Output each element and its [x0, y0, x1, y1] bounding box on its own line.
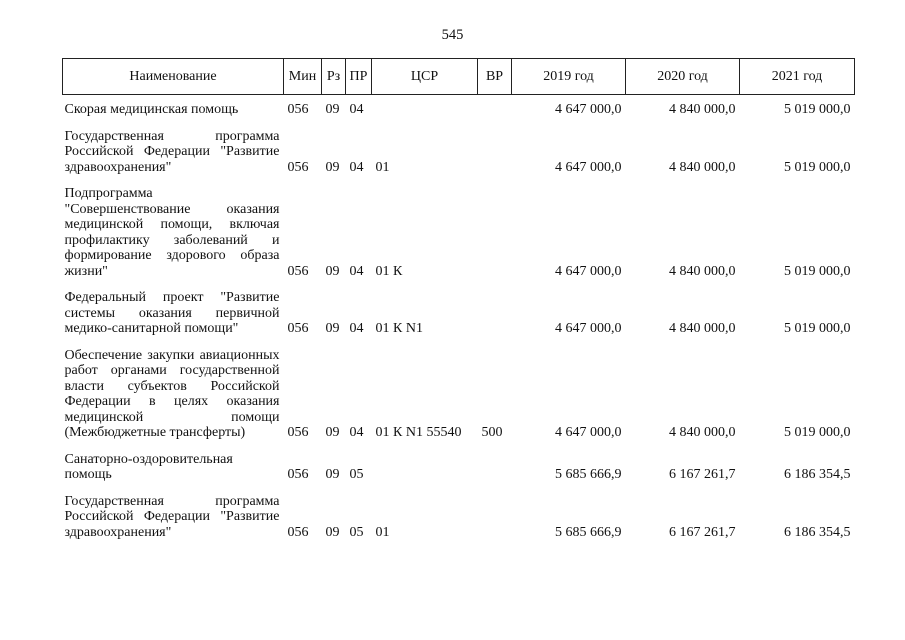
- row-rz: 09: [325, 263, 340, 279]
- row-2019: 5 685 666,9: [555, 467, 622, 482]
- row-vr: 500: [481, 425, 503, 440]
- row-gap: [63, 441, 855, 452]
- budget-table: [62, 58, 855, 540]
- row-2020: 4 840 000,0: [669, 159, 736, 175]
- row-name: Санаторно-оздоровительная помощь: [64, 451, 233, 482]
- row-rz: 09: [325, 321, 340, 336]
- row-pr: 04: [349, 159, 364, 175]
- header-2021: 2021 год: [740, 59, 855, 95]
- row-2020: 6 167 261,7: [669, 467, 736, 482]
- row-csr: 01: [375, 159, 390, 175]
- row-2020: 4 840 000,0: [669, 321, 736, 336]
- row-rz: 09: [325, 102, 340, 117]
- row-vr: [478, 129, 512, 176]
- row-vr: [478, 452, 512, 483]
- row-name: Государственная программа Российской Федерации "Развитие здравоохранения": [64, 493, 280, 540]
- row-2019: 4 647 000,0: [555, 263, 622, 279]
- table-row: [63, 290, 855, 337]
- table-row: [63, 95, 855, 118]
- table-row: [63, 129, 855, 176]
- header-rz: Рз: [322, 59, 346, 95]
- row-gap: [63, 279, 855, 290]
- row-2020: 4 840 000,0: [669, 102, 736, 117]
- row-2021: 5 019 000,0: [784, 425, 851, 440]
- row-rz: 09: [325, 159, 340, 175]
- row-name: Федеральный проект "Развитие системы оказания первичной медико-санитарной помощи": [64, 290, 280, 336]
- row-2020: 4 840 000,0: [669, 425, 736, 440]
- row-2021: 6 186 354,5: [784, 524, 851, 540]
- row-pr: 04: [349, 102, 364, 117]
- row-pr: 04: [349, 263, 364, 279]
- row-csr: 01 К N1 55540: [375, 425, 462, 440]
- row-pr: 04: [349, 425, 364, 440]
- row-2019: 4 647 000,0: [555, 425, 622, 440]
- row-gap: [63, 118, 855, 129]
- table-row: [63, 348, 855, 441]
- row-gap: [63, 337, 855, 348]
- page-number: 545: [441, 27, 464, 43]
- row-csr: 01 К N1: [375, 321, 423, 336]
- row-csr: [372, 452, 478, 483]
- row-vr: [478, 290, 512, 337]
- table-header-row: [63, 59, 855, 95]
- row-vr: [478, 494, 512, 541]
- row-min: 056: [287, 159, 309, 175]
- row-rz: 09: [325, 524, 340, 540]
- row-min: 056: [287, 102, 309, 117]
- row-2021: 5 019 000,0: [784, 321, 851, 336]
- header-vr: ВР: [478, 59, 512, 95]
- row-min: 056: [287, 467, 309, 482]
- table-row: [63, 494, 855, 541]
- row-vr: [478, 95, 512, 118]
- header-min: Мин: [284, 59, 322, 95]
- row-min: 056: [287, 524, 309, 540]
- row-min: 056: [287, 263, 309, 279]
- row-gap: [63, 483, 855, 494]
- row-gap: [63, 175, 855, 186]
- row-2021: 5 019 000,0: [784, 102, 851, 117]
- row-pr: 04: [349, 321, 364, 336]
- row-name: Обеспечение закупки авиационных работ органами государственной власти субъектов Российской Федерации в целях оказания медицинской помощи (Межбюджетные трансферты): [64, 347, 280, 440]
- row-2021: 6 186 354,5: [784, 467, 851, 482]
- row-2020: 6 167 261,7: [669, 524, 736, 540]
- header-2020: 2020 год: [626, 59, 740, 95]
- row-2019: 4 647 000,0: [555, 159, 622, 175]
- row-2020: 4 840 000,0: [669, 263, 736, 279]
- row-min: 056: [287, 321, 309, 336]
- row-csr: 01 К: [375, 263, 403, 279]
- row-2019: 5 685 666,9: [555, 524, 622, 540]
- row-vr: [478, 186, 512, 279]
- header-2019: 2019 год: [512, 59, 626, 95]
- table-row: [63, 186, 855, 279]
- row-2021: 5 019 000,0: [784, 159, 851, 175]
- row-rz: 09: [325, 467, 340, 482]
- row-min: 056: [287, 425, 309, 440]
- row-csr: 01: [375, 524, 390, 540]
- row-name: Подпрограмма "Совершенствование оказания медицинской помощи, включая профилактику заболеваний и формирование здорового образа жизни": [64, 186, 280, 279]
- header-pr: ПР: [346, 59, 372, 95]
- row-2021: 5 019 000,0: [784, 263, 851, 279]
- row-2019: 4 647 000,0: [555, 102, 622, 117]
- row-pr: 05: [349, 524, 364, 540]
- row-name: Скорая медицинская помощь: [64, 102, 239, 117]
- table-row: [63, 452, 855, 483]
- row-pr: 05: [349, 467, 364, 482]
- row-rz: 09: [325, 425, 340, 440]
- row-csr: [372, 95, 478, 118]
- header-name: Наименование: [63, 59, 284, 95]
- header-csr: ЦСР: [372, 59, 478, 95]
- row-name: Государственная программа Российской Федерации "Развитие здравоохранения": [64, 128, 280, 175]
- row-2019: 4 647 000,0: [555, 321, 622, 336]
